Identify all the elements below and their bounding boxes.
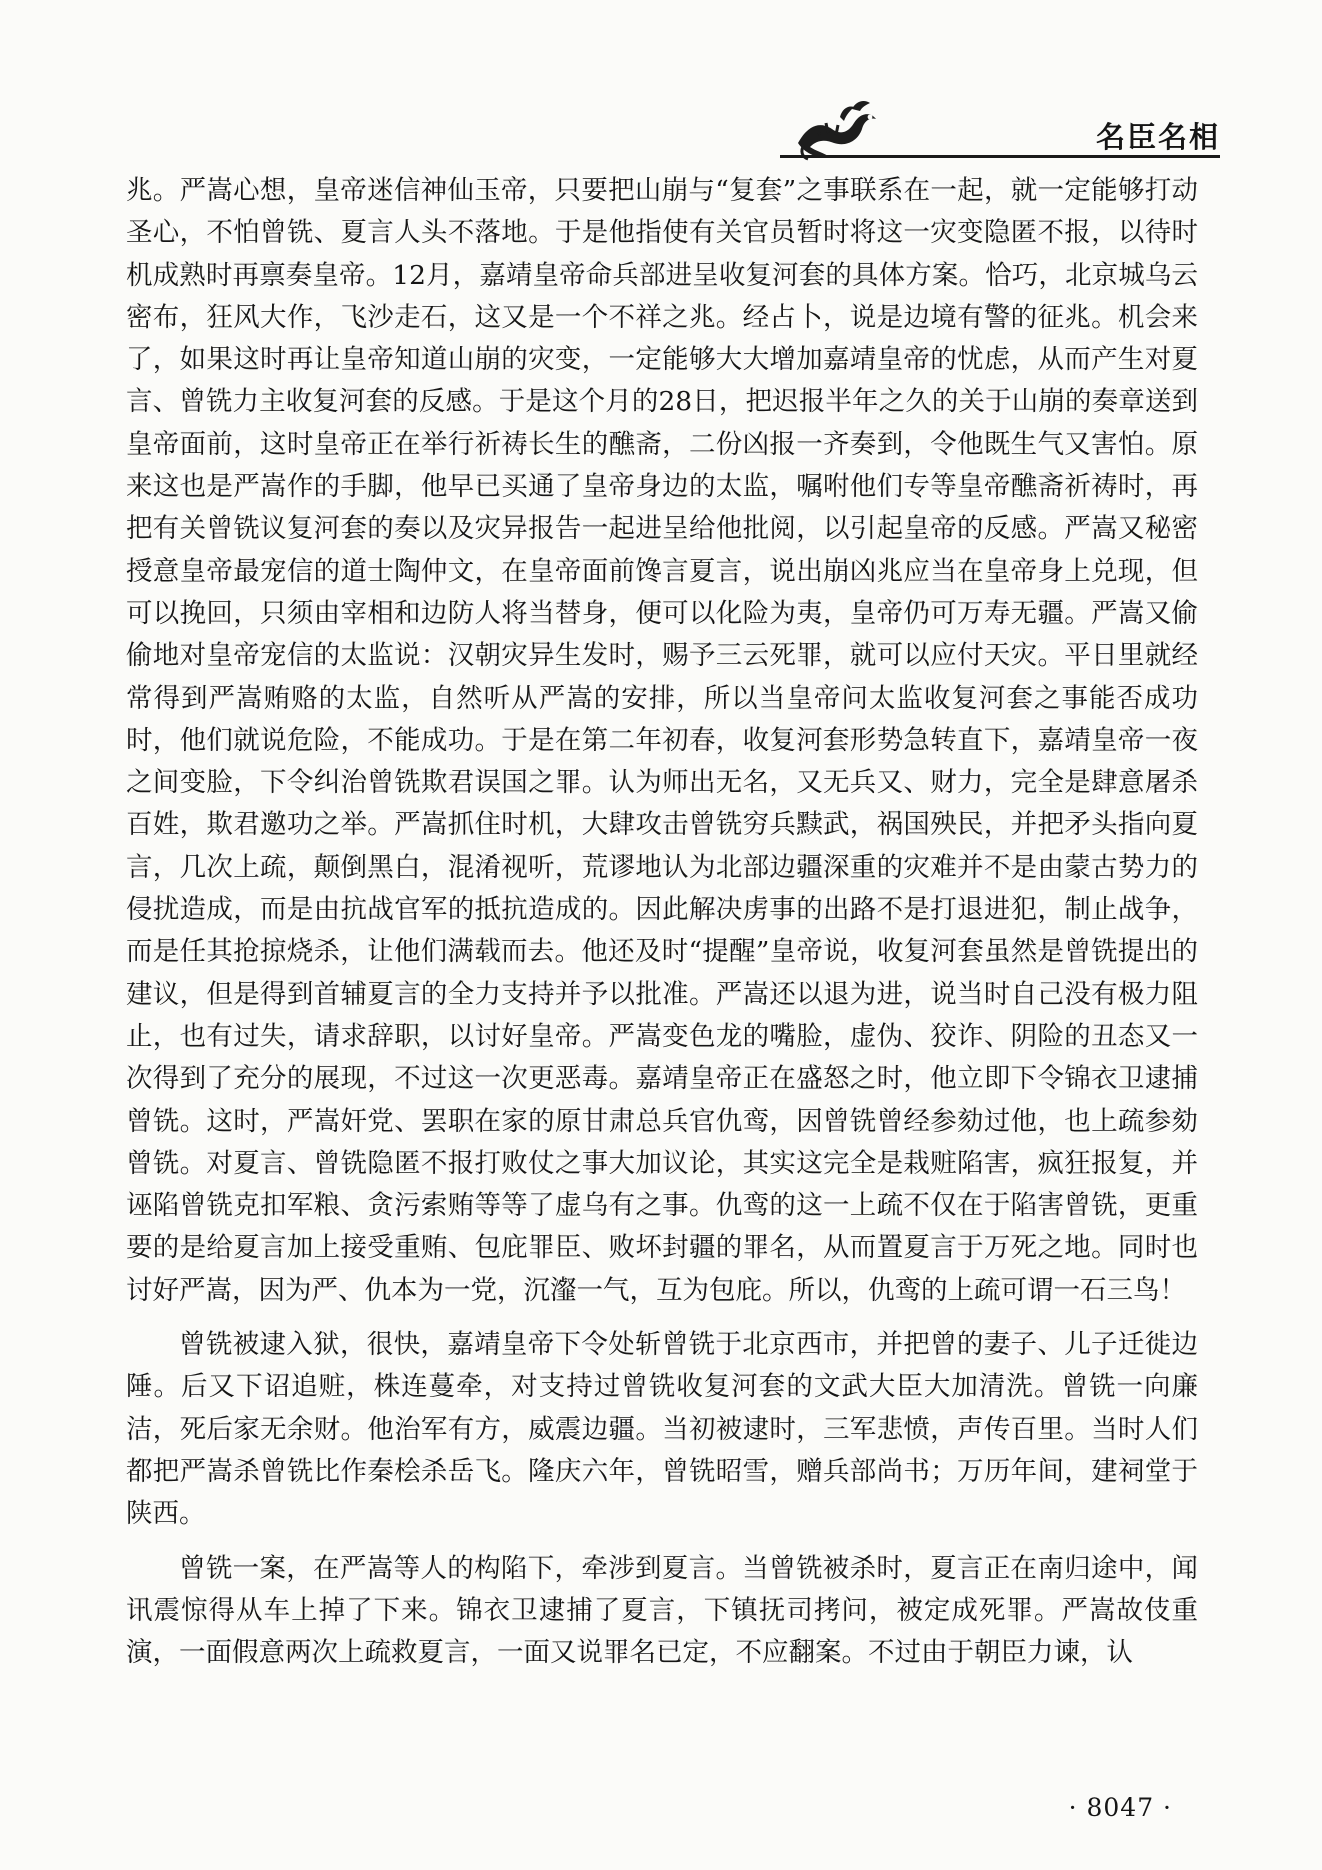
header-rule	[780, 155, 1220, 158]
paragraph: 曾铣一案，在严嵩等人的构陷下，牵涉到夏言。当曾铣被杀时，夏言正在南归途中，闻讯震惊得从车上掉了下来。锦衣卫逮捕了夏言，下镇抚司拷问，被定成死罪。严嵩故伎重演，一面假意两次上疏救夏言，一面又说罪名已定，不应翻案。不过由于朝臣力谏，认	[126, 1552, 1198, 1669]
running-header	[780, 95, 1220, 170]
body-text	[126, 170, 1198, 1674]
page-number: · 8047 ·	[1068, 1793, 1172, 1822]
paragraph: 兆。严嵩心想，皇帝迷信神仙玉帝，只要把山崩与“复套”之事联系在一起，就一定能够打动圣心，不怕曾铣、夏言人头不落地。于是他指使有关官员暂时将这一灾变隐匿不报，以待时机成熟时再禀奏皇帝。12月，嘉靖皇帝命兵部进呈收复河套的具体方案。恰巧，北京城乌云密布，狂风大作，飞沙走石，这又是一个不祥之兆。经占卜，说是边境有警的征兆。机会来了，如果这时再让皇帝知道山崩的灾变，一定能够大大增加嘉靖皇帝的忧虑，从而产生对夏言、曾铣力主收复河套的反感。于是这个月的28日，把迟报半年之久的关于山崩的奏章送到皇帝面前，这时皇帝正在举行祈祷长生的醮斋，二份凶报一齐奏到，令他既生气又害怕。原来这也是严嵩作的手脚，他早已买通了皇帝身边的太监，嘱咐他们专等皇帝醮斋祈祷时，再把有关曾铣议复河套的奏以及灾异报告一起进呈给他批阅，以引起皇帝的反感。严嵩又秘密授意皇帝最宠信的道士陶仲文，在皇帝面前馋言夏言，说出崩凶兆应当在皇帝身上兑现，但可以挽回，只须由宰相和边防人将当替身，便可以化险为夷，皇帝仍可万寿无疆。严嵩又偷偷地对皇帝宠信的太监说：汉朝灾异生发时，赐予三云死罪，就可以应付天灾。平日里就经常得到严嵩贿赂的太监，自然听从严嵩的安排，所以当皇帝问太监收复河套之事能否成功时，他们就说危险，不能成功。于是在第二年初春，收复河套形势急转直下，嘉靖皇帝一夜之间变脸，下令纠治曾铣欺君误国之罪。认为师出无名，又无兵又、财力，完全是肆意屠杀百姓，欺君邀功之举。严嵩抓住时机，大肆攻击曾铣穷兵黩武，祸国殃民，并把矛头指向夏言，几次上疏，颠倒黑白，混淆视听，荒谬地认为北部边疆深重的灾难并不是由蒙古势力的侵扰造成，而是由抗战官军的抵抗造成的。因此解决虏事的出路不是打退进犯，制止战争，而是任其抢掠烧杀，让他们满载而去。他还及时“提醒”皇帝说，收复河套虽然是曾铣提出的建议，但是得到首辅夏言的全力支持并予以批准。严嵩还以退为进，说当时自己没有极力阻止，也有过失，请求辞职，以讨好皇帝。严嵩变色龙的嘴脸，虚伪、狡诈、阴险的丑态又一次得到了充分的展现，不过这一次更恶毒。嘉靖皇帝正在盛怒之时，他立即下令锦衣卫逮捕曾铣。这时，严嵩奸党、罢职在家的原甘肃总兵官仇鸾，因曾铣曾经参劾过他，也上疏参劾曾铣。对夏言、曾铣隐匿不报打败仗之事大加议论，其实这完全是栽赃陷害，疯狂报复，并诬陷曾铣克扣军粮、贪污索贿等等了虚乌有之事。仇鸾的这一上疏不仅在于陷害曾铣，更重要的是给夏言加上接受重贿、包庇罪臣、败坏封疆的罪名，从而置夏言于万死之地。同时也讨好严嵩，因为严、仇本为一党，沉瀣一气，互为包庇。所以，仇鸾的上疏可谓一石三鸟！	[126, 175, 1198, 1306]
section-title: 名臣名相	[1095, 120, 1220, 154]
paragraph: 曾铣被逮入狱，很快，嘉靖皇帝下令处斩曾铣于北京西市，并把曾的妻子、儿子迁徙边陲。后又下诏追赃，株连蔓牵，对支持过曾铣收复河套的文武大臣大加清洗。曾铣一向廉洁，死后家无余财。他治军有方，威震边疆。当初被逮时，三军悲愤，声传百里。当时人们都把严嵩杀曾铣比作秦桧杀岳飞。隆庆六年，曾铣昭雪，赠兵部尚书；万历年间，建祠堂于陕西。	[126, 1329, 1198, 1530]
